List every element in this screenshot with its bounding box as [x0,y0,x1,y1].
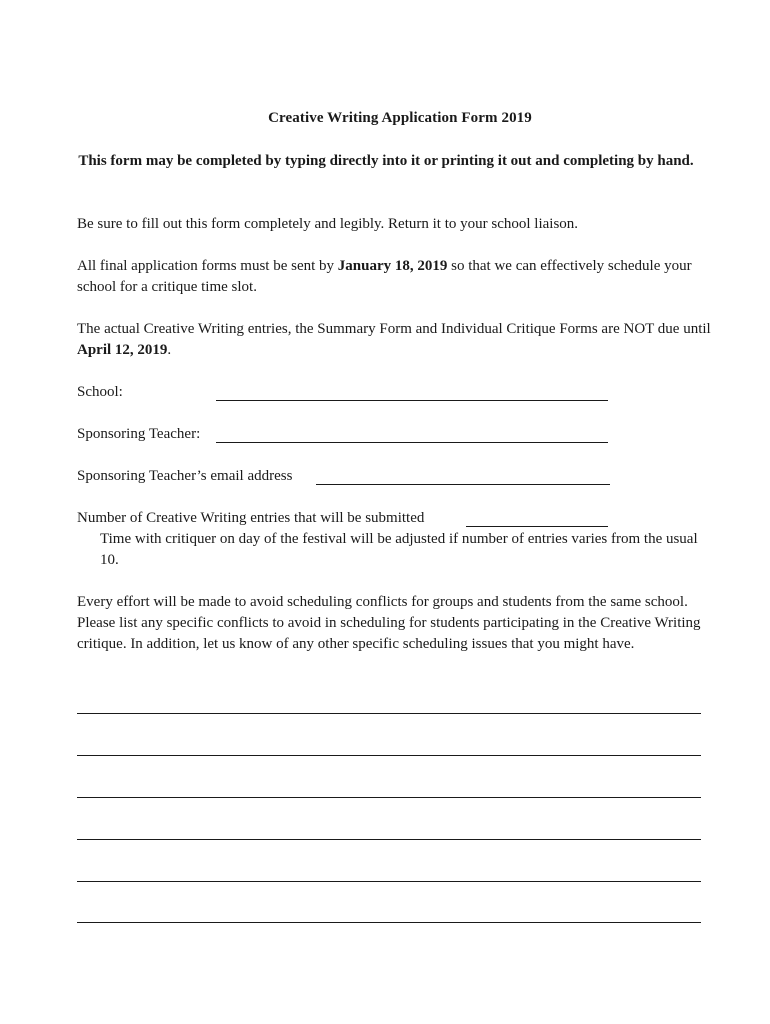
entries-due-text-after: . [167,342,172,358]
entries-due-paragraph [77,319,727,361]
teacher-email-label: Sponsoring Teacher’s email address [77,468,293,484]
entries-note: Time with critiquer on day of the festival will be adjusted if number of entries varies from the usual 10. [100,531,698,568]
entries-due-date: April 12, 2019 [77,342,168,358]
deadline-paragraph [77,256,727,298]
completion-instruction: Be sure to fill out this form completely and legibly. Return it to your school liaison. [77,216,579,232]
scheduling-paragraph: Every effort will be made to avoid scheduling conflicts for groups and students from the same school. Please list any specific conflicts to avoid in scheduling for students participating in the Creative Writing critique. In addition, let us know of any other specific scheduling issues that you might have. [77,594,701,652]
scheduling-answer-line[interactable] [77,922,701,923]
scheduling-answer-line[interactable] [77,755,701,756]
school-field[interactable] [216,400,608,401]
scheduling-answer-line[interactable] [77,797,701,798]
sponsoring-teacher-field[interactable] [216,442,608,443]
application-deadline-date: January 18, 2019 [337,258,448,274]
scheduling-answer-line[interactable] [77,881,701,882]
teacher-email-field[interactable] [316,484,610,485]
scheduling-answer-line[interactable] [77,839,701,840]
form-title: Creative Writing Application Form 2019 [268,110,532,126]
entries-count-field[interactable] [466,526,608,527]
deadline-text-before: All final application forms must be sent by [77,258,338,274]
entries-count-label: Number of Creative Writing entries that will be submitted [77,510,425,526]
school-label: School: [77,384,123,400]
entries-due-text-before: The actual Creative Writing entries, the Summary Form and Individual Critique Forms are NOT due until [77,321,711,337]
sponsoring-teacher-label: Sponsoring Teacher: [77,426,201,442]
scheduling-answer-line[interactable] [77,713,701,714]
deadline-text-after: so that we can effectively schedule your school for a critique time slot. [77,258,692,295]
form-instruction: This form may be completed by typing directly into it or printing it out and completing by hand. [78,153,694,169]
